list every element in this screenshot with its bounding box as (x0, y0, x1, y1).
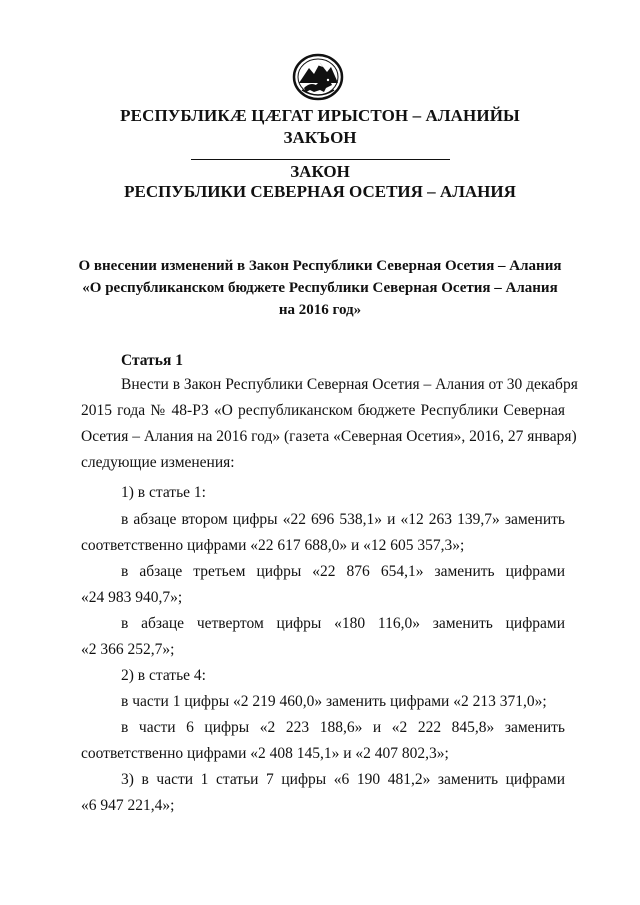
body-line: соответственно цифрами «2 408 145,1» и «2 407 802,3»; (81, 745, 449, 762)
body-line: в части 6 цифры «2 223 188,6» и «2 222 845,8» заменить (121, 719, 565, 736)
header-law: ЗАКОН (290, 162, 350, 181)
body-line: «2 366 252,7»; (81, 641, 175, 658)
header-divider (191, 159, 450, 160)
body-line: следующие изменения: (81, 454, 235, 471)
body-line: 2015 года № 48-РЗ «О республиканском бюджете Республики Северная (81, 402, 565, 419)
body-line: 3) в части 1 статьи 7 цифры «6 190 481,2» заменить цифрами (121, 771, 565, 788)
body-line: 2) в статье 4: (121, 667, 206, 684)
coat-of-arms-emblem (290, 50, 346, 102)
article-heading: Статья 1 (121, 352, 183, 369)
body-line: «6 947 221,4»; (81, 797, 175, 814)
body-line: в абзаце втором цифры «22 696 538,1» и «12 263 139,7» заменить (121, 511, 565, 528)
body-line: в абзаце третьем цифры «22 876 654,1» заменить цифрами (121, 563, 565, 580)
document-title-line-1: О внесении изменений в Закон Республики Северная Осетия – Алания (78, 258, 562, 274)
header-ossetian-republic: РЕСПУБЛИКӔ ЦӔГАТ ИРЫСТОН – АЛАНИЙЫ (120, 106, 520, 125)
header-ossetian-law: ЗАКЪОН (283, 128, 357, 147)
body-line: в абзаце четвертом цифры «180 116,0» заменить цифрами (121, 615, 565, 632)
body-line: в части 1 цифры «2 219 460,0» заменить цифрами «2 213 371,0»; (121, 693, 547, 710)
body-line: Осетия – Алания на 2016 год» (газета «Северная Осетия», 2016, 27 января) (81, 428, 577, 445)
body-line: 1) в статье 1: (121, 484, 206, 501)
body-line: Внести в Закон Республики Северная Осетия – Алания от 30 декабря (121, 376, 578, 393)
body-line: соответственно цифрами «22 617 688,0» и «12 605 357,3»; (81, 537, 465, 554)
document-title-line-2: «О республиканском бюджете Республики Северная Осетия – Алания (82, 280, 558, 296)
document-title-line-3: на 2016 год» (278, 302, 362, 318)
header-republic: РЕСПУБЛИКИ СЕВЕРНАЯ ОСЕТИЯ – АЛАНИЯ (124, 182, 516, 201)
body-line: «24 983 940,7»; (81, 589, 183, 606)
